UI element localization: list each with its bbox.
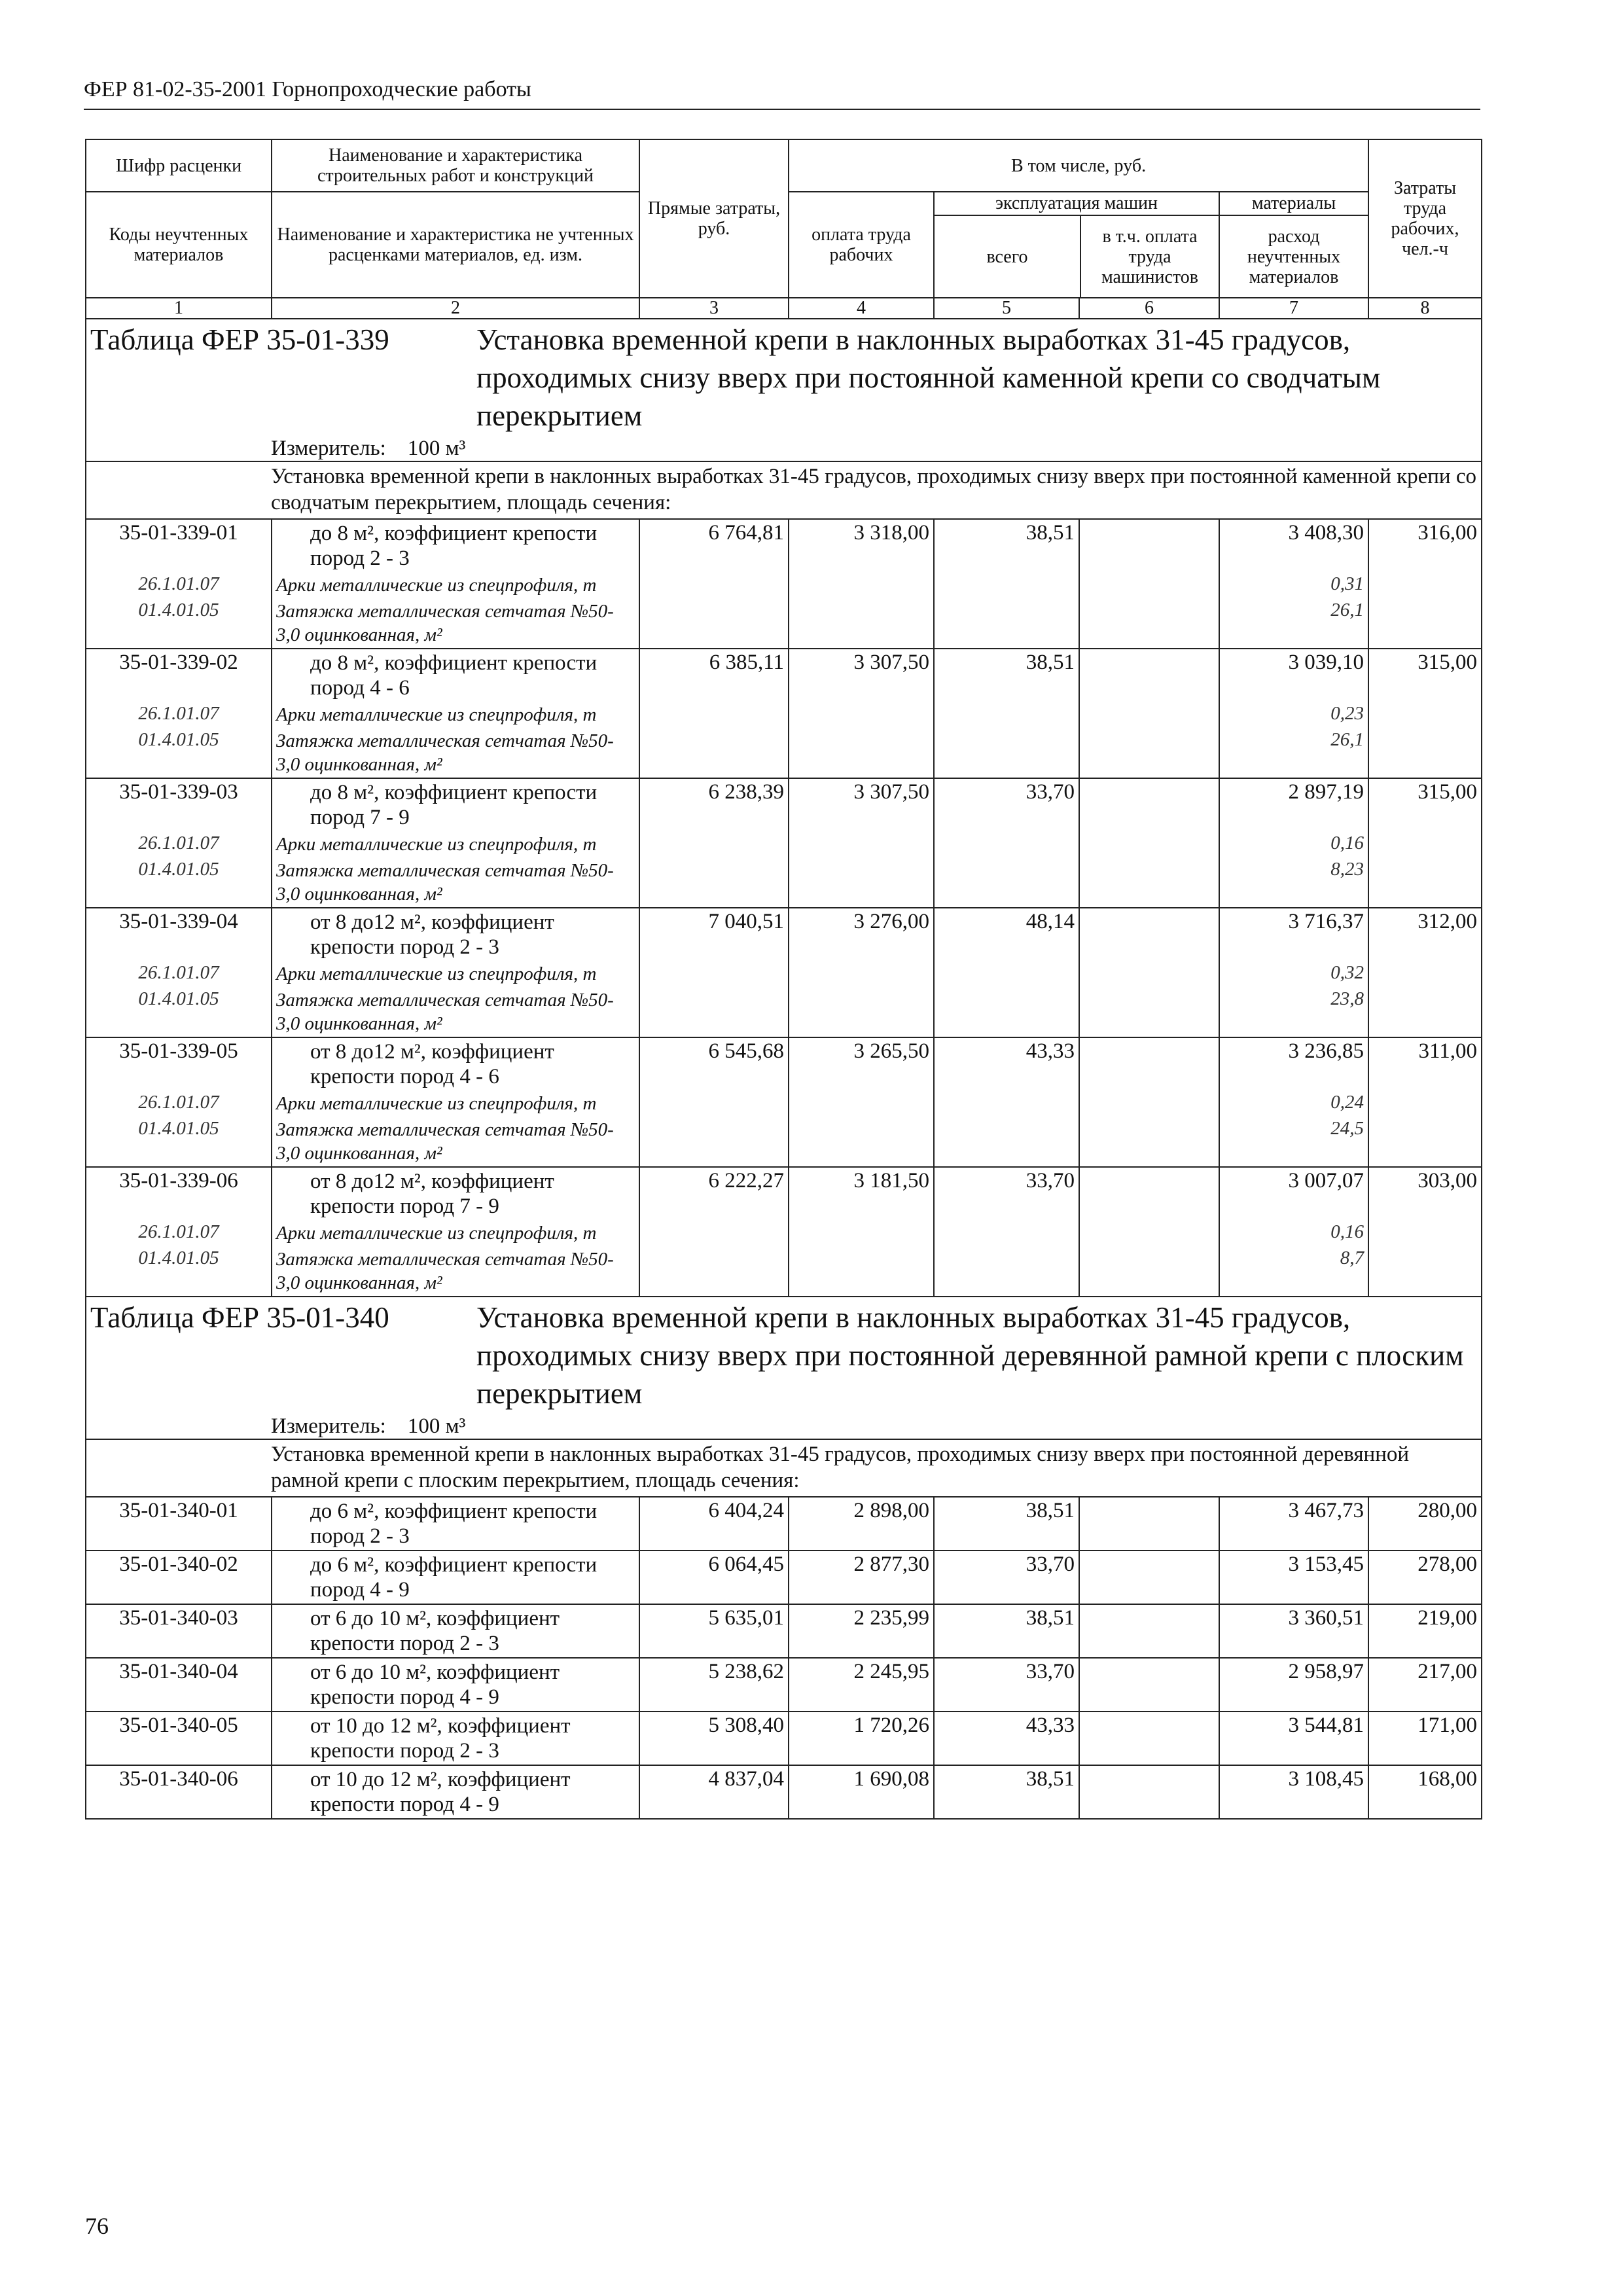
labor-pay: 3 318,00 — [789, 519, 934, 572]
col-number: 8 — [1368, 298, 1482, 319]
material-description: Затяжка металлическая сетчатая №50-3,0 оцинкованная, м² — [272, 987, 639, 1037]
machine-cost: 38,51 — [934, 1497, 1079, 1551]
col-machines: эксплуатация машин — [935, 192, 1219, 216]
col-materials: материалы — [1220, 192, 1368, 216]
empty-cell — [789, 987, 934, 1037]
direct-cost: 5 238,62 — [639, 1658, 789, 1712]
empty-cell — [1368, 831, 1482, 857]
table-row — [86, 1765, 1482, 1819]
header-divider — [84, 109, 1480, 110]
material-row — [86, 987, 1482, 1037]
materials-cost: 3 108,45 — [1219, 1765, 1368, 1819]
material-code: 01.4.01.05 — [86, 598, 272, 649]
labor-pay: 3 307,50 — [789, 778, 934, 831]
machinist-pay — [1079, 1712, 1219, 1765]
material-row — [86, 702, 1482, 728]
labor-pay: 1 720,26 — [789, 1712, 934, 1765]
machine-cost: 43,33 — [934, 1712, 1079, 1765]
col-labor-pay: оплата труда рабочих — [789, 192, 934, 298]
labor-pay: 3 181,50 — [789, 1167, 934, 1220]
empty-cell — [934, 987, 1079, 1037]
empty-cell — [1079, 598, 1219, 649]
material-row — [86, 598, 1482, 649]
empty-cell — [1079, 1220, 1219, 1246]
material-usage: 0,32 — [1219, 961, 1368, 987]
table-row — [86, 1497, 1482, 1551]
rate-code: 35-01-340-04 — [86, 1658, 272, 1712]
direct-cost: 6 404,24 — [639, 1497, 789, 1551]
empty-cell — [934, 702, 1079, 728]
empty-cell — [934, 961, 1079, 987]
machinist-pay — [1079, 778, 1219, 831]
direct-cost: 6 222,27 — [639, 1167, 789, 1220]
measure-value: 100 м³ — [407, 437, 466, 460]
materials-cost: 3 467,73 — [1219, 1497, 1368, 1551]
machine-cost: 33,70 — [934, 778, 1079, 831]
material-code: 26.1.01.07 — [86, 961, 272, 987]
col-labor-cost: Затраты труда рабочих, чел.-ч — [1368, 139, 1482, 298]
labor-hours: 311,00 — [1368, 1037, 1482, 1090]
col-incl: В том числе, руб. — [789, 139, 1368, 192]
table-row — [86, 1037, 1482, 1090]
empty-cell — [789, 598, 934, 649]
empty-cell — [1368, 857, 1482, 908]
labor-pay: 2 877,30 — [789, 1551, 934, 1604]
empty-cell — [1368, 572, 1482, 598]
empty-cell — [1368, 1090, 1482, 1117]
empty-cell — [1079, 1090, 1219, 1117]
section-intro: Установка временной крепи в наклонных выработках 31-45 градусов, проходимых снизу вверх при постоянной деревянной рамной крепи с плоским перекрытием, площадь сечения: — [86, 1439, 1482, 1497]
table-row — [86, 519, 1482, 572]
material-usage: 0,16 — [1219, 831, 1368, 857]
materials-cost: 3 544,81 — [1219, 1712, 1368, 1765]
empty-cell — [639, 1220, 789, 1246]
material-usage: 0,23 — [1219, 702, 1368, 728]
machinist-pay — [1079, 1167, 1219, 1220]
empty-cell — [934, 598, 1079, 649]
rate-code: 35-01-340-05 — [86, 1712, 272, 1765]
materials-cost: 3 236,85 — [1219, 1037, 1368, 1090]
direct-cost: 4 837,04 — [639, 1765, 789, 1819]
table-row — [86, 1551, 1482, 1604]
material-description: Затяжка металлическая сетчатая №50-3,0 оцинкованная, м² — [272, 728, 639, 778]
empty-cell — [934, 728, 1079, 778]
material-usage: 0,31 — [1219, 572, 1368, 598]
empty-cell — [1368, 961, 1482, 987]
material-code: 01.4.01.05 — [86, 987, 272, 1037]
rate-description: до 8 м², коэффициент крепости пород 7 - 9 — [272, 778, 639, 831]
rate-code: 35-01-339-05 — [86, 1037, 272, 1090]
rate-code: 35-01-339-04 — [86, 908, 272, 961]
table-label: Таблица ФЕР 35-01-340 — [90, 1301, 389, 1334]
labor-pay: 1 690,08 — [789, 1765, 934, 1819]
material-row — [86, 1117, 1482, 1167]
machine-cost: 33,70 — [934, 1167, 1079, 1220]
material-usage: 8,7 — [1219, 1246, 1368, 1297]
machinist-pay — [1079, 1551, 1219, 1604]
material-usage: 0,24 — [1219, 1090, 1368, 1117]
rate-description: от 6 до 10 м², коэффициент крепости пород 2 - 3 — [272, 1604, 639, 1658]
price-table — [85, 139, 1482, 1820]
direct-cost: 6 764,81 — [639, 519, 789, 572]
empty-cell — [789, 1220, 934, 1246]
labor-pay: 3 307,50 — [789, 649, 934, 702]
materials-cost: 3 360,51 — [1219, 1604, 1368, 1658]
labor-hours: 168,00 — [1368, 1765, 1482, 1819]
empty-cell — [639, 1090, 789, 1117]
rate-description: от 6 до 10 м², коэффициент крепости пород 4 - 9 — [272, 1658, 639, 1712]
material-description: Затяжка металлическая сетчатая №50-3,0 оцинкованная, м² — [272, 598, 639, 649]
measure-unit — [86, 1414, 1482, 1439]
section-intro: Установка временной крепи в наклонных выработках 31-45 градусов, проходимых снизу вверх при постоянной каменной крепи со сводчатым перекрытием, площадь сечения: — [86, 461, 1482, 519]
labor-hours: 278,00 — [1368, 1551, 1482, 1604]
material-description: Арки металлические из спецпрофиля, т — [272, 702, 639, 728]
empty-cell — [1079, 831, 1219, 857]
direct-cost: 6 385,11 — [639, 649, 789, 702]
labor-hours: 217,00 — [1368, 1658, 1482, 1712]
machinist-pay — [1079, 1765, 1219, 1819]
measure-value: 100 м³ — [407, 1414, 466, 1438]
material-code: 26.1.01.07 — [86, 702, 272, 728]
machinist-pay — [1079, 1497, 1219, 1551]
materials-cost: 3 153,45 — [1219, 1551, 1368, 1604]
labor-hours: 312,00 — [1368, 908, 1482, 961]
machine-cost: 33,70 — [934, 1658, 1079, 1712]
material-usage: 8,23 — [1219, 857, 1368, 908]
empty-cell — [639, 728, 789, 778]
labor-hours: 315,00 — [1368, 649, 1482, 702]
empty-cell — [1368, 987, 1482, 1037]
labor-pay: 3 276,00 — [789, 908, 934, 961]
col-materials-usage: расход неучтенных материалов — [1247, 226, 1341, 287]
empty-cell — [639, 857, 789, 908]
material-usage: 24,5 — [1219, 1117, 1368, 1167]
col-materials-group — [1219, 192, 1368, 298]
table-heading: Установка временной крепи в наклонных выработках 31-45 градусов, проходимых снизу вверх при постоянной каменной крепи со сводчатым перекрытием — [476, 323, 1381, 432]
empty-cell — [934, 1220, 1079, 1246]
material-usage: 23,8 — [1219, 987, 1368, 1037]
col-number: 3 — [639, 298, 789, 319]
empty-cell — [1079, 987, 1219, 1037]
empty-cell — [789, 728, 934, 778]
material-code: 01.4.01.05 — [86, 1117, 272, 1167]
material-row — [86, 1090, 1482, 1117]
col-direct: Прямые затраты, руб. — [639, 139, 789, 298]
table-row — [86, 1658, 1482, 1712]
col-number: 6 — [1079, 298, 1219, 319]
empty-cell — [1368, 702, 1482, 728]
machinist-pay — [1079, 649, 1219, 702]
empty-cell — [1079, 572, 1219, 598]
rate-description: до 8 м², коэффициент крепости пород 4 - 6 — [272, 649, 639, 702]
direct-cost: 5 635,01 — [639, 1604, 789, 1658]
material-code: 26.1.01.07 — [86, 1220, 272, 1246]
material-description: Затяжка металлическая сетчатая №50-3,0 оцинкованная, м² — [272, 1246, 639, 1297]
machinist-pay — [1079, 1604, 1219, 1658]
rate-code: 35-01-340-06 — [86, 1765, 272, 1819]
empty-cell — [639, 961, 789, 987]
materials-cost: 3 408,30 — [1219, 519, 1368, 572]
empty-cell — [934, 1117, 1079, 1167]
table-row — [86, 1604, 1482, 1658]
empty-cell — [639, 572, 789, 598]
empty-cell — [1368, 598, 1482, 649]
labor-hours: 303,00 — [1368, 1167, 1482, 1220]
material-description: Арки металлические из спецпрофиля, т — [272, 572, 639, 598]
col-name-bottom: Наименование и характеристика не учтенных расценками материалов, ед. изм. — [272, 192, 639, 298]
empty-cell — [1079, 702, 1219, 728]
empty-cell — [789, 572, 934, 598]
direct-cost: 7 040,51 — [639, 908, 789, 961]
rate-code: 35-01-340-01 — [86, 1497, 272, 1551]
machine-cost: 43,33 — [934, 1037, 1079, 1090]
rate-code: 35-01-339-03 — [86, 778, 272, 831]
material-description: Арки металлические из спецпрофиля, т — [272, 1220, 639, 1246]
empty-cell — [934, 572, 1079, 598]
material-row — [86, 831, 1482, 857]
empty-cell — [789, 1090, 934, 1117]
rate-description: от 8 до12 м², коэффициент крепости пород 2 - 3 — [272, 908, 639, 961]
measure-label: Измеритель: — [271, 437, 386, 460]
col-number: 1 — [86, 298, 272, 319]
col-name-top: Наименование и характеристика строительных работ и конструкций — [272, 139, 639, 192]
rate-description: от 8 до12 м², коэффициент крепости пород 7 - 9 — [272, 1167, 639, 1220]
machine-cost: 33,70 — [934, 1551, 1079, 1604]
empty-cell — [639, 598, 789, 649]
table-row — [86, 778, 1482, 831]
col-number: 4 — [789, 298, 934, 319]
col-number: 5 — [934, 298, 1079, 319]
col-machines-group — [934, 192, 1219, 298]
material-row — [86, 961, 1482, 987]
machinist-pay — [1079, 1658, 1219, 1712]
empty-cell — [1368, 728, 1482, 778]
empty-cell — [1079, 728, 1219, 778]
material-description: Арки металлические из спецпрофиля, т — [272, 831, 639, 857]
materials-cost: 3 039,10 — [1219, 649, 1368, 702]
empty-cell — [1079, 1117, 1219, 1167]
empty-cell — [934, 857, 1079, 908]
material-code: 26.1.01.07 — [86, 572, 272, 598]
labor-hours: 316,00 — [1368, 519, 1482, 572]
direct-cost: 6 545,68 — [639, 1037, 789, 1090]
table-row — [86, 1167, 1482, 1220]
rate-code: 35-01-339-06 — [86, 1167, 272, 1220]
machinist-pay — [1079, 519, 1219, 572]
machine-cost: 38,51 — [934, 649, 1079, 702]
table-title — [86, 1297, 1482, 1414]
materials-cost: 3 716,37 — [1219, 908, 1368, 961]
empty-cell — [789, 1117, 934, 1167]
machine-cost: 38,51 — [934, 1765, 1079, 1819]
material-row — [86, 1246, 1482, 1297]
col-machinists-pay: в т.ч. оплата труда машинистов — [1101, 226, 1198, 287]
rate-code: 35-01-339-01 — [86, 519, 272, 572]
col-number: 7 — [1219, 298, 1368, 319]
machine-cost: 48,14 — [934, 908, 1079, 961]
machine-cost: 38,51 — [934, 519, 1079, 572]
materials-cost: 3 007,07 — [1219, 1167, 1368, 1220]
rate-description: до 6 м², коэффициент крепости пород 2 - 3 — [272, 1497, 639, 1551]
empty-cell — [789, 831, 934, 857]
table-title — [86, 319, 1482, 436]
material-row — [86, 572, 1482, 598]
table-row — [86, 908, 1482, 961]
material-usage: 0,16 — [1219, 1220, 1368, 1246]
material-code: 26.1.01.07 — [86, 831, 272, 857]
material-row — [86, 857, 1482, 908]
col-shifr: Шифр расценки — [86, 139, 272, 192]
empty-cell — [1079, 1246, 1219, 1297]
material-description: Затяжка металлическая сетчатая №50-3,0 оцинкованная, м² — [272, 857, 639, 908]
rate-code: 35-01-340-03 — [86, 1604, 272, 1658]
material-usage: 26,1 — [1219, 728, 1368, 778]
empty-cell — [1079, 961, 1219, 987]
direct-cost: 5 308,40 — [639, 1712, 789, 1765]
col-number: 2 — [272, 298, 639, 319]
table-heading: Установка временной крепи в наклонных выработках 31-45 градусов, проходимых снизу вверх при постоянной деревянной рамной крепи с плоским перекрытием — [476, 1301, 1464, 1410]
empty-cell — [639, 831, 789, 857]
empty-cell — [1368, 1246, 1482, 1297]
empty-cell — [789, 1246, 934, 1297]
empty-cell — [639, 702, 789, 728]
empty-cell — [934, 1246, 1079, 1297]
empty-cell — [639, 1246, 789, 1297]
labor-pay: 3 265,50 — [789, 1037, 934, 1090]
rate-description: до 8 м², коэффициент крепости пород 2 - 3 — [272, 519, 639, 572]
machinist-pay — [1079, 1037, 1219, 1090]
table-row — [86, 649, 1482, 702]
table-row — [86, 1712, 1482, 1765]
empty-cell — [1368, 1220, 1482, 1246]
table-label: Таблица ФЕР 35-01-339 — [90, 323, 389, 356]
page-header-title: ФЕР 81-02-35-2001 Горнопроходческие работы — [84, 77, 531, 101]
rate-code: 35-01-340-02 — [86, 1551, 272, 1604]
machine-cost: 38,51 — [934, 1604, 1079, 1658]
empty-cell — [789, 961, 934, 987]
material-description: Затяжка металлическая сетчатая №50-3,0 оцинкованная, м² — [272, 1117, 639, 1167]
labor-hours: 219,00 — [1368, 1604, 1482, 1658]
col-codes: Коды неучтенных материалов — [86, 192, 272, 298]
empty-cell — [1079, 857, 1219, 908]
material-code: 01.4.01.05 — [86, 857, 272, 908]
direct-cost: 6 238,39 — [639, 778, 789, 831]
material-description: Арки металлические из спецпрофиля, т — [272, 961, 639, 987]
empty-cell — [789, 857, 934, 908]
rate-code: 35-01-339-02 — [86, 649, 272, 702]
materials-cost: 2 897,19 — [1219, 778, 1368, 831]
labor-pay: 2 235,99 — [789, 1604, 934, 1658]
page-number: 76 — [85, 2213, 109, 2239]
rate-description: от 10 до 12 м², коэффициент крепости пород 4 - 9 — [272, 1765, 639, 1819]
material-code: 01.4.01.05 — [86, 728, 272, 778]
material-usage: 26,1 — [1219, 598, 1368, 649]
empty-cell — [934, 831, 1079, 857]
empty-cell — [1368, 1117, 1482, 1167]
material-description: Арки металлические из спецпрофиля, т — [272, 1090, 639, 1117]
empty-cell — [934, 1090, 1079, 1117]
material-row — [86, 728, 1482, 778]
labor-hours: 171,00 — [1368, 1712, 1482, 1765]
table-body — [86, 319, 1482, 1819]
measure-unit — [86, 436, 1482, 461]
col-machines-total: всего — [935, 216, 1081, 297]
measure-label: Измеритель: — [271, 1414, 386, 1438]
machinist-pay — [1079, 908, 1219, 961]
labor-pay: 2 245,95 — [789, 1658, 934, 1712]
empty-cell — [789, 702, 934, 728]
rate-description: до 6 м², коэффициент крепости пород 4 - 9 — [272, 1551, 639, 1604]
empty-cell — [639, 987, 789, 1037]
labor-hours: 280,00 — [1368, 1497, 1482, 1551]
rate-description: от 10 до 12 м², коэффициент крепости пород 2 - 3 — [272, 1712, 639, 1765]
material-row — [86, 1220, 1482, 1246]
rate-description: от 8 до12 м², коэффициент крепости пород 4 - 6 — [272, 1037, 639, 1090]
empty-cell — [639, 1117, 789, 1167]
direct-cost: 6 064,45 — [639, 1551, 789, 1604]
material-code: 01.4.01.05 — [86, 1246, 272, 1297]
material-code: 26.1.01.07 — [86, 1090, 272, 1117]
materials-cost: 2 958,97 — [1219, 1658, 1368, 1712]
table-header — [86, 139, 1482, 319]
labor-pay: 2 898,00 — [789, 1497, 934, 1551]
labor-hours: 315,00 — [1368, 778, 1482, 831]
